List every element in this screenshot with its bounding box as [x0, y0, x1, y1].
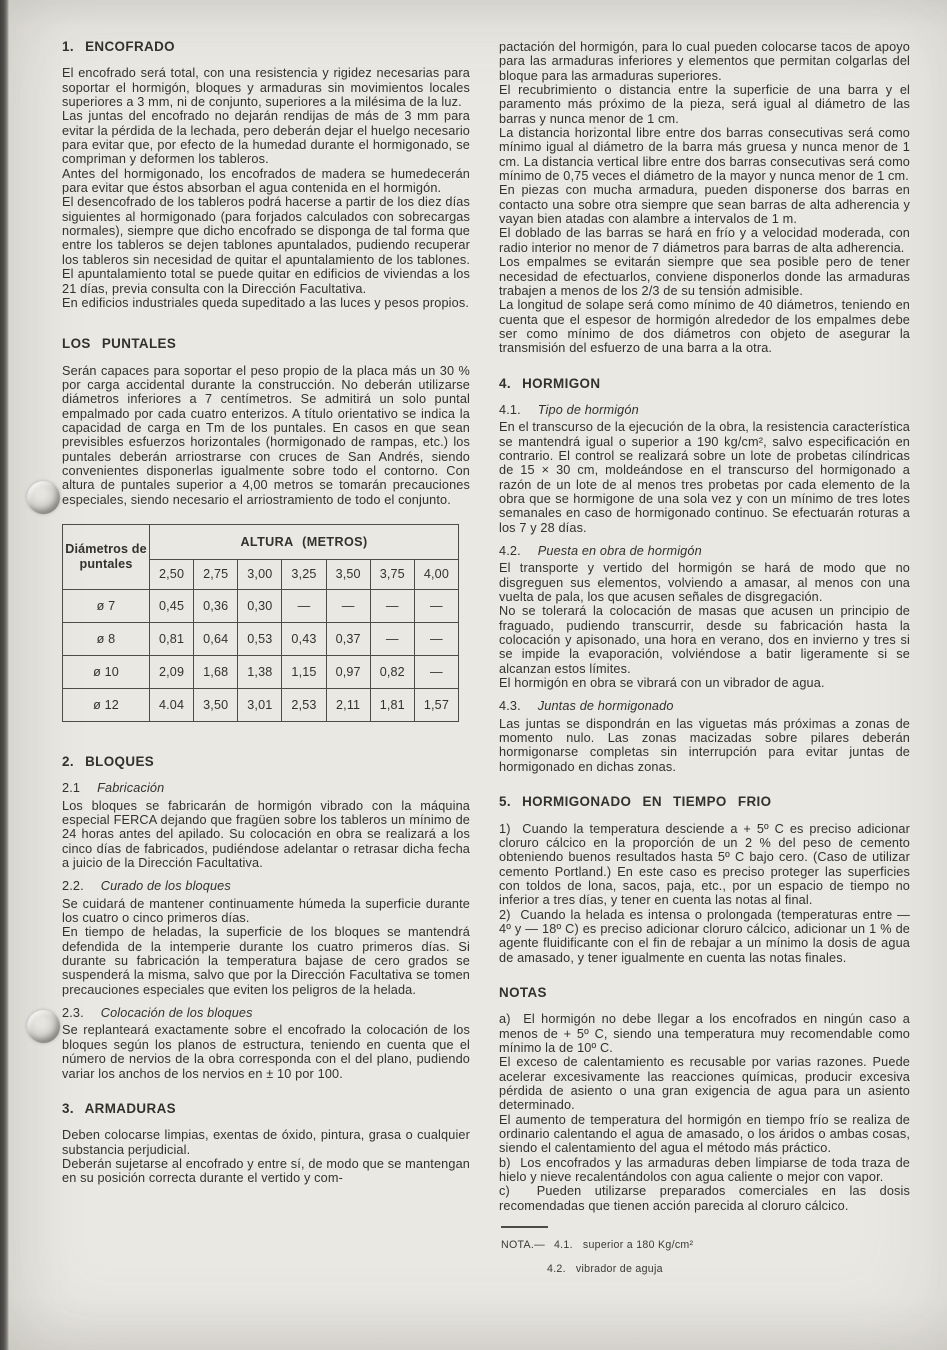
height-col-header: 2,50: [150, 559, 194, 589]
height-col-header: 3,75: [370, 559, 414, 589]
tiempo-frio-paragraph-1: 1) Cuando la temperatura desciende a + 5º C es preciso adicionar cloruro cálcico en la proporción de un 2 % del peso de cemento obteniendo buenos resultados hasta 5º C bajo cero. (Caso de utilizar cemento Portland.) En este caso es preciso proteger las superficies con toldos de lona, sacos, paja, etc., por un espacio de tiempo no inferior a tres días, y tener en cuenta las notas al final.: [499, 821, 910, 908]
armaduras-continuation-3: La distancia horizontal libre entre dos barras consecutivas será como mínimo igual al diámetro de la barra más gruesa y nunca menor de 1 cm. La distancia vertical libre entre dos barras consecutivas será como mínimo de 0,75 veces el diámetro de la mayor y nunca menor de 1 cm.: [499, 126, 910, 184]
bloques-paragraph-3: En tiempo de heladas, la superficie de los bloques se mantendrá defendida de la intemperie durante los cuatro primeros días. Si durante su fabricación la temperatura bajase de cero grados se suspenderá la misma, salvo que por la Dirección Facultativa se tomen precauciones especiales que eviten los peligros de la helada.: [62, 925, 470, 997]
table-corner-header: Diámetros de puntales: [63, 524, 150, 589]
value-cell: —: [370, 589, 414, 622]
hormigon-paragraph-3: No se tolerará la colocación de masas que acusen un principio de fraguado, pudiendo transcurrir, desde su fabricación hasta la colocación y apisonado, una hora en verano, dos en invierno y tres si se impide la evaporación, volviéndose a batir ligeramente si se alcanzan estos límites.: [499, 604, 910, 676]
table-row: [63, 688, 459, 721]
bloques-paragraph-2: Se cuidará de mantener continuamente húmeda la superficie durante los cuatro o cinco primeros días.: [62, 896, 470, 926]
value-cell: 0,82: [370, 655, 414, 688]
section-4-heading: 4. HORMIGON: [499, 375, 601, 391]
value-cell: 0,81: [150, 622, 194, 655]
subsection-2-2: [62, 879, 470, 893]
subsection-2-3: [62, 1006, 470, 1020]
nota-paragraph-a3: El aumento de temperatura del hormigón en tiempo frío se realiza de ordinario calentando el agua de amasado, o los áridos o ambas cosas, siendo el calentamiento del agua el método más práctico.: [499, 1112, 910, 1156]
left-column: [62, 40, 470, 1186]
diameter-cell: ø 8: [63, 622, 150, 655]
subsection-number: 2.3.: [62, 1006, 84, 1021]
nota-paragraph-a2: El exceso de calentamiento es recusable por varias razones. Puede acelerar excesivamente las reacciones químicas, producir excesiva pérdida de asiento o una gran exigencia de agua para un asiento determinado.: [499, 1055, 910, 1113]
notas-heading: NOTAS: [499, 984, 547, 1000]
bloques-paragraph-1: Los bloques se fabricarán de hormigón vibrado con la máquina especial FERCA dejando que fragüen sobre los tableros un mínimo de 24 horas antes del apilado. Su colocación en obra se realizará a los cinco días de fabricados, pudiéndose adelantar o retrasar dicha fecha a juicio de la Dirección Facultativa.: [62, 798, 470, 871]
subsection-title: Tipo de hormigón: [537, 402, 639, 417]
diameter-cell: ø 7: [63, 589, 150, 622]
section-1-heading: 1. ENCOFRADO: [62, 39, 175, 54]
footnote-line-1: [501, 1239, 910, 1252]
value-cell: 3,01: [238, 688, 282, 721]
puntales-heading: LOS PUNTALES: [62, 336, 177, 352]
punch-hole-bottom: [27, 1010, 60, 1043]
value-cell: 1,15: [282, 655, 326, 688]
height-col-header: 4,00: [414, 559, 458, 589]
table-row: [63, 655, 459, 688]
puntales-paragraph: Serán capaces para soportar el peso propio de la placa más un 30 % por carga accidental durante la construcción. No deberán utilizarse diámetros inferiores a 7 centímetros. Se admitirá un solo puntal empalmado por cada cuatro enterizos. A título orientativo se indica la capacidad de carga en Tm de los puntales. En casos en que sean previsibles esfuerzos horizontales (hormigonado de rampas, etc.) los puntales deberán arriostrarse con cruces de San Andrés, siendo convenientes disponerlas igualmente sobre todo el contorno. Con altura de puntales superior a 4,00 metros se tomarán precauciones especiales, siendo necesario el arriostramiento de todo el conjunto.: [62, 363, 470, 507]
nota-paragraph-b: b) Los encofrados y las armaduras deben limpiarse de toda traza de hielo y nieve recalentándolos con agua caliente o mejor con vapor.: [499, 1155, 910, 1185]
subsection-title: Juntas de hormigonado: [537, 699, 674, 714]
hormigon-paragraph-5: Las juntas se dispondrán en las viguetas más próximas a zonas de momento nulo. Las zonas macizadas sobre pilares deberán hormigonarse completas sin interrupción para evitar juntas de hormigonado en dichas zonas.: [499, 716, 910, 774]
footnote-label: NOTA.—: [501, 1239, 545, 1252]
armaduras-continuation-4: En piezas con mucha armadura, pueden disponerse dos barras en contacto una sobre otra siempre que sean barras de alta adherencia y vayan bien atadas con alambre a intervalos de 1 m.: [499, 183, 910, 227]
subsection-number: 4.3.: [499, 699, 521, 714]
armaduras-paragraph-2: Deberán sujetarse al encofrado y entre sí, de modo que se mantengan en su posición correcta durante el vertido y com-: [62, 1156, 470, 1186]
section-2-heading: 2. BLOQUES: [62, 753, 155, 769]
footnote-divider: [501, 1226, 548, 1228]
armaduras-continuation-7: La longitud de solape será como mínimo de 40 diámetros, teniendo en cuenta que el espesor de hormigón alrededor de los empalmes debe ser como mínimo de dos diámetros con objeto de asegurar la transmisión del esfuerzo de una barra a la otra.: [499, 298, 910, 356]
section-5-heading: 5. HORMIGONADO EN TIEMPO FRIO: [499, 794, 772, 810]
value-cell: 3,50: [194, 688, 238, 721]
armaduras-continuation-5: El doblado de las barras se hará en frío y a velocidad moderada, con radio interior no menor de 7 diámetros para barras de alta adherencia.: [499, 226, 910, 255]
binding-edge-shadow: [0, 0, 9, 1350]
encofrado-paragraph-5: En edificios industriales queda supeditado a las luces y pesos propios.: [62, 295, 470, 310]
value-cell: 0,45: [150, 589, 194, 622]
footnote-line-2: [547, 1263, 910, 1276]
subsection-number: 4.2.: [499, 544, 521, 558]
table-row: [63, 622, 459, 655]
punch-hole-top: [27, 481, 60, 514]
footnote-ref-number: 4.2.: [547, 1263, 566, 1276]
value-cell: 2,11: [326, 688, 370, 721]
value-cell: 0,30: [238, 589, 282, 622]
armaduras-continuation-6: Los empalmes se evitarán siempre que sea posible pero de tener necesidad de efectuarlos, conviene disponerlos donde las armaduras trabajen a menos de los 2/3 de su tensión admisible.: [499, 255, 910, 298]
subsection-number: 2.2.: [62, 879, 84, 894]
footnote-text: superior a 180 Kg/cm²: [582, 1239, 694, 1252]
value-cell: 0,53: [238, 622, 282, 655]
value-cell: 1,38: [238, 655, 282, 688]
height-col-header: 3,00: [238, 559, 282, 589]
subsection-4-3: [499, 699, 910, 713]
subsection-title: Curado de los bloques: [100, 879, 231, 894]
subsection-title: Fabricación: [97, 781, 165, 796]
value-cell: 2,09: [150, 655, 194, 688]
value-cell: —: [326, 589, 370, 622]
section-3-heading: 3. ARMADURAS: [62, 1100, 176, 1116]
encofrado-paragraph-4: El desencofrado de los tableros podrá hacerse a partir de los diez días siguientes al hormigonado (para forjados calculados con sobrecargas normales), siempre que dicho encofrado se disponga de tal forma que entre los tableros se dejen tablones apuntalados, pudiendo recuperar los tableros sin necesidad de quitar el apuntalamiento de los tablones. El apuntalamiento total se puede quitar en edificios de viviendas a los 21 días, previa consulta con la Dirección Facultativa.: [62, 195, 470, 296]
encofrado-paragraph-3: Antes del hormigonado, los encofrados de madera se humedecerán para evitar que éstos absorban el agua contenida en el hormigón.: [62, 166, 470, 196]
value-cell: 0,97: [326, 655, 370, 688]
nota-paragraph-a: a) El hormigón no debe llegar a los encofrados en ningún caso a menos de + 5º C, siendo una temperatura muy recomendable como mínimo la de 10º C.: [499, 1012, 910, 1055]
bloques-paragraph-4: Se replanteará exactamente sobre el encofrado la colocación de los bloques según los planos de estructura, teniendo en cuenta que el número de nervios de la obra corresponda con el del plano, pudiendo variar los anchos de los nervios en ± 10 por 100.: [62, 1023, 470, 1081]
value-cell: 2,53: [282, 688, 326, 721]
table-altura-header: ALTURA (METROS): [150, 524, 459, 559]
subsection-2-1: [62, 781, 470, 795]
hormigon-paragraph-4: El hormigón en obra se vibrará con un vibrador de agua.: [499, 676, 825, 691]
value-cell: 1,81: [370, 688, 414, 721]
value-cell: —: [414, 589, 458, 622]
right-column: [499, 40, 910, 1287]
encofrado-paragraph-1: El encofrado será total, con una resistencia y rigidez necesarias para soportar el hormigón, bloques y armaduras sin movimientos locales superiores a 3 mm, ni de conjunto, superiores a la milésima de la luz.: [62, 66, 470, 110]
footnote-text: vibrador de aguja: [575, 1263, 663, 1276]
value-cell: 0,37: [326, 622, 370, 655]
diameter-cell: ø 10: [63, 655, 150, 688]
encofrado-paragraph-2: Las juntas del encofrado no dejarán rendijas de más de 3 mm para evitar la pérdida de la lechada, pero deberán dejar el huelgo necesario para evitar que, por efecto de la humedad durante el hormigonado, se compriman y deformen los tableros.: [62, 109, 470, 167]
nota-paragraph-c: c) Pueden utilizarse preparados comerciales en las dosis recomendadas que tienen acción parecida al cloruro cálcico.: [499, 1184, 910, 1213]
height-col-header: 3,25: [282, 559, 326, 589]
table-row: [63, 589, 459, 622]
tiempo-frio-paragraph-2: 2) Cuando la helada es intensa o prolongada (temperaturas entre — 4º y — 18º C) es preciso adicionar cloruro cálcico, adicionar un 1 % de agente fluidificante con el fin de rebajar a un mínimo la dosis de agua de amasado, y tener igualmente en cuenta las notas finales.: [499, 907, 910, 965]
subsection-title: Colocación de los bloques: [100, 1006, 253, 1021]
value-cell: 0,36: [194, 589, 238, 622]
diameter-cell: ø 12: [63, 688, 150, 721]
subsection-number: 2.1: [62, 781, 81, 796]
value-cell: 0,64: [194, 622, 238, 655]
footnote-block: [499, 1226, 910, 1276]
height-col-header: 3,50: [326, 559, 370, 589]
value-cell: 0,43: [282, 622, 326, 655]
value-cell: 1,68: [194, 655, 238, 688]
hormigon-paragraph-2: El transporte y vertido del hormigón se hará de modo que no disgreguen sus elementos, volviendo a amasar, al menos con una vuelta de pala, los que acusen señales de disgregación.: [499, 561, 910, 605]
height-col-header: 2,75: [194, 559, 238, 589]
subsection-number: 4.1.: [499, 402, 521, 417]
value-cell: —: [414, 655, 458, 688]
subsection-title: Puesta en obra de hormigón: [537, 544, 702, 558]
value-cell: —: [282, 589, 326, 622]
footnote-ref-number: 4.1.: [553, 1239, 573, 1252]
value-cell: 4.04: [150, 688, 194, 721]
value-cell: —: [414, 622, 458, 655]
armaduras-continuation-2: El recubrimiento o distancia entre la superficie de una barra y el paramento más próximo de la pieza, será igual al diámetro de las barras y nunca menor de 1 cm.: [499, 83, 910, 126]
subsection-4-1: [499, 403, 910, 417]
value-cell: 1,57: [414, 688, 458, 721]
value-cell: —: [370, 622, 414, 655]
puntales-capacity-table: [62, 524, 459, 722]
armaduras-paragraph-1: Deben colocarse limpias, exentas de óxido, pintura, grasa o cualquier substancia perjudicial.: [62, 1128, 470, 1157]
subsection-4-2: [499, 544, 910, 558]
hormigon-paragraph-1: En el transcurso de la ejecución de la obra, la resistencia característica se mantendrá igual o superior a 190 kg/cm², salvo especificación en contrario. El control se realizará sobre un lote de probetas cilíndricas de 15 × 30 cm, moldeándose en el transcurso del hormigonado a razón de un lote de al menos tres probetas por cada elemento de la obra que se hormigone de una sola vez y con un mínimo de tres lotes semanales en caso de hormigonado continuo. Se efectuarán roturas a los 7 y 28 días.: [499, 420, 910, 535]
armaduras-continuation-1: pactación del hormigón, para lo cual pueden colocarse tacos de apoyo para las armaduras inferiores y elementos que permitan colgarlas del bloque para las armaduras superiores.: [499, 40, 910, 83]
